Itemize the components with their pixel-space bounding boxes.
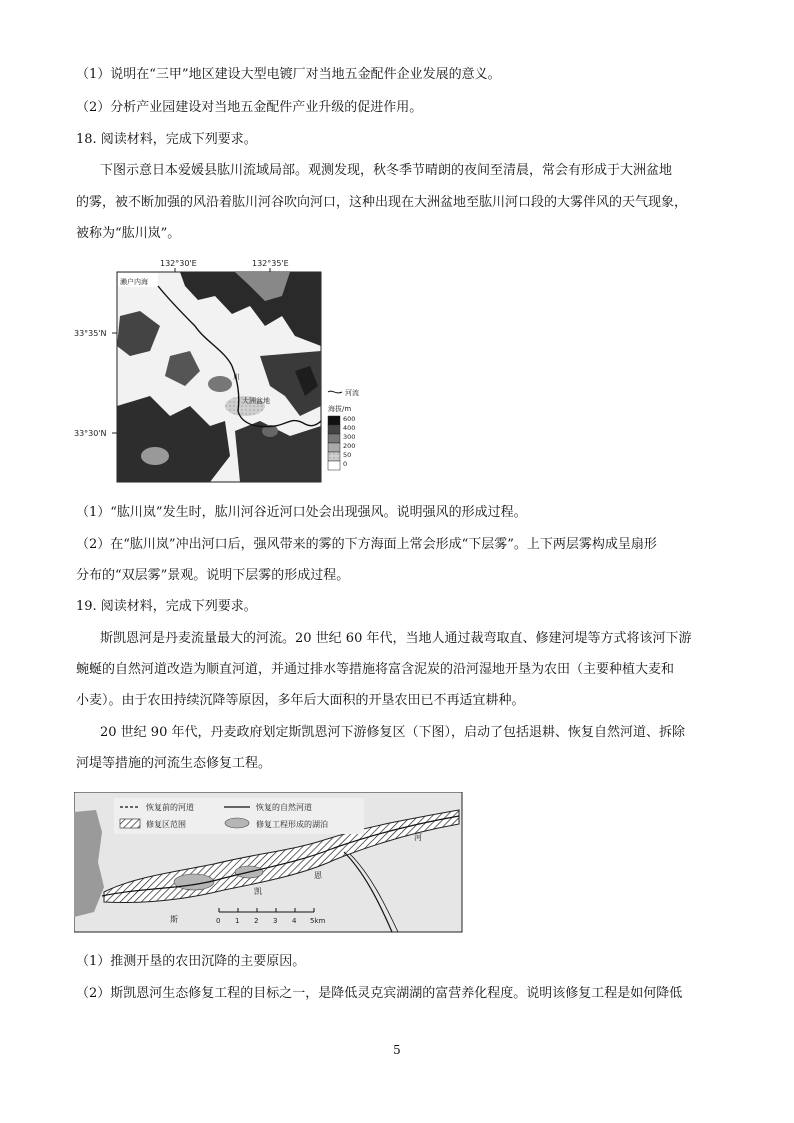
q17-sub1: （1）说明在“三甲”地区建设大型电镀厂对当地五金配件企业发展的意义。 xyxy=(76,67,501,82)
legend-natural-channel: 恢复的自然河道 xyxy=(256,803,312,812)
legend-lake: 修复工程形成的湖泊 xyxy=(256,820,328,829)
q18-sub2-line1: （2）在“肱川岚”冲出河口后，强风带来的雾的下方海面上常会形成“下层雾”。上下两层雾构成呈扇形 xyxy=(76,537,657,552)
q19-material-line3: 小麦）。由于农田持续沉降等原因，多年后大面积的开垦农田已不再适宜耕种。 xyxy=(76,693,525,708)
q18-material-line3: 被称为“肱川岚”。 xyxy=(76,226,181,241)
legend-value-200: 200 xyxy=(343,442,356,450)
legend-value-50: 50 xyxy=(343,451,352,459)
map2-legend xyxy=(114,798,364,834)
place-char: 凯 xyxy=(254,887,262,896)
q19-sub2: （2）斯凯恩河生态修复工程的目标之一，是降低灵克宾湖湖的富营养化程度。说明该修复工程是如何降低 xyxy=(76,986,683,1001)
q18-heading: 18. 阅读材料，完成下列要求。 xyxy=(76,132,257,147)
river-char-label: 川 xyxy=(233,373,240,381)
scale-tick: 4 xyxy=(292,917,297,925)
lon-label-left: 132°30'E xyxy=(160,259,197,268)
legend-value-0: 0 xyxy=(343,460,348,468)
q18-material-line2: 的雾，被不断加强的风沿着肱川河谷吹向河口，这种出现在大洲盆地至肱川河口段的大雾伴风的天气现象， xyxy=(76,195,688,210)
skjern-river-map xyxy=(74,792,464,934)
legend-elevation-title: 海拔/m xyxy=(328,405,352,413)
page-number: 5 xyxy=(393,1043,401,1057)
q18-material-line1: 下图示意日本爱媛县肱川流域局部。观测发现，秋冬季节晴朗的夜间至清晨，常会有形成于大洲盆地 xyxy=(100,163,673,178)
q18-sub2-line2: 分布的“双层雾”景观。说明下层雾的形成过程。 xyxy=(76,568,350,583)
legend-before-channel: 恢复前的河道 xyxy=(146,803,194,812)
q19-material-line4: 20 世纪 90 年代，丹麦政府划定斯凯恩河下游修复区（下图），启动了包括退耕、恢复自然河道、拆除 xyxy=(100,725,685,740)
legend-river-label: 河流 xyxy=(345,389,359,397)
hiji-river-map xyxy=(60,256,380,488)
sea-label: 濑户内海 xyxy=(120,278,148,286)
legend-value-600: 600 xyxy=(343,415,356,423)
scale-tick: 2 xyxy=(254,917,259,925)
q19-material-line2: 蜿蜒的自然河道改造为顺直河道，并通过排水等措施将富含泥炭的沿河湿地开垦为农田（主要种植大麦和 xyxy=(76,662,675,677)
q18-sub1: （1）“肱川岚”发生时，肱川河谷近河口处会出现强风。说明强风的形成过程。 xyxy=(76,505,527,520)
legend-value-400: 400 xyxy=(343,424,356,432)
q19-material-line1: 斯凯恩河是丹麦流量最大的河流。20 世纪 60 年代，当地人通过裁弯取直、修建河堤等方式将该河下游 xyxy=(100,631,692,646)
lon-label-right: 132°35'E xyxy=(252,259,289,268)
q19-material-line5: 河堤等措施的河流生态修复工程。 xyxy=(76,756,272,771)
legend-value-300: 300 xyxy=(343,433,356,441)
scale-tick: 3 xyxy=(273,917,278,925)
q19-heading: 19. 阅读材料，完成下列要求。 xyxy=(76,599,257,614)
place-char: 斯 xyxy=(170,915,178,924)
legend-restoration-area: 修复区范围 xyxy=(146,820,186,829)
lat-label-bottom: 33°30'N xyxy=(74,429,107,438)
place-char: 河 xyxy=(414,833,422,842)
place-char: 恩 xyxy=(314,871,322,880)
q19-sub1: （1）推测开垦的农田沉降的主要原因。 xyxy=(76,954,306,969)
lat-label-top: 33°35'N xyxy=(74,329,107,338)
basin-label: 大洲盆地 xyxy=(242,397,270,405)
scale-tick: 0 xyxy=(216,917,221,925)
q17-sub2: （2）分析产业园建设对当地五金配件产业升级的促进作用。 xyxy=(76,100,423,115)
map1-legend xyxy=(328,388,359,470)
scale-tick: 1 xyxy=(235,917,240,925)
scale-tick: 5km xyxy=(310,917,326,925)
